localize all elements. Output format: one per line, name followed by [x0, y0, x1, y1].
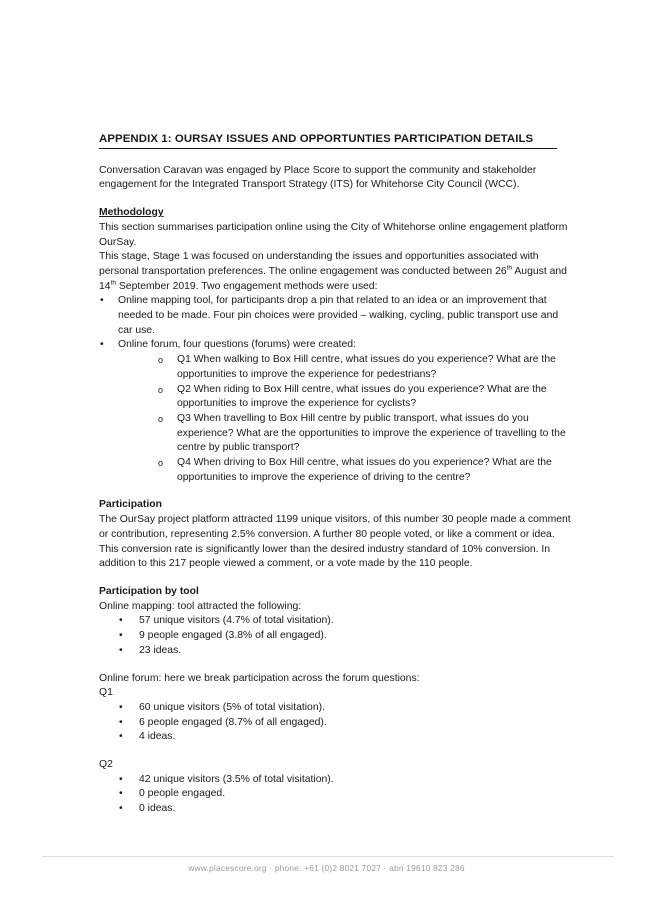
list-item: • 6 people engaged (8.7% of all engaged). — [119, 716, 575, 731]
intro-paragraph: Conversation Caravan was engaged by Place Score to support the community and stakeholder engagement for the Integrated Transport Strategy (ITS) for Whitehorse City Council (WCC). — [99, 164, 537, 191]
engagement-methods-list — [99, 294, 575, 485]
mapping-intro: Online mapping: tool attracted the following: — [99, 600, 302, 612]
list-item: • 60 unique visitors (5% of total visitation). — [119, 701, 575, 716]
list-item: o Q1 When walking to Box Hill centre, what issues do you experience? What are the opportunities to improve the experience for pedestrians? — [158, 353, 575, 382]
mapping-stats-list — [99, 614, 575, 658]
q2-label: Q2 — [99, 759, 113, 771]
q1-stats-list — [99, 701, 575, 745]
list-item: o Q2 When riding to Box Hill centre, what issues do you experience? What are the opportunities to improve the experience for cyclists? — [158, 383, 575, 412]
list-item: o Q3 When travelling to Box Hill centre by public transport, what issues do you experience? What are the opportunities to improve the experience of travelling to the centre by public transport? — [158, 412, 575, 456]
methodology-paragraph-1: This section summarises participation online using the City of Whitehorse online engagement platform OurSay. — [99, 221, 568, 248]
footer-divider — [42, 856, 614, 857]
forum-intro: Online forum: here we break participation across the forum questions: — [99, 672, 420, 684]
list-item: • 0 ideas. — [119, 802, 575, 817]
document-body — [99, 132, 575, 817]
list-item: • 57 unique visitors (4.7% of total visitation). — [119, 614, 575, 629]
list-item: • 9 people engaged (3.8% of all engaged). — [119, 629, 575, 644]
list-item: • Online mapping tool, for participants drop a pin that related to an idea or an improvement that needed to be made. Four pin choices were provided – walking, cycling, public transport use and car use. — [99, 294, 575, 338]
q1-label: Q1 — [99, 687, 113, 699]
methodology-paragraph-2: This stage, Stage 1 was focused on understanding the issues and opportunities associated with personal transportation preferences. The online engagement was conducted between 26th August and 14th September 2019. Two engagement methods were used: — [99, 251, 567, 292]
page-title: APPENDIX 1: OURSAY ISSUES AND OPPORTUNTIES PARTICIPATION DETAILS — [99, 132, 557, 149]
participation-paragraph: The OurSay project platform attracted 1199 unique visitors, of this number 30 people made a comment or contribution, representing 2.5% conversion. A further 80 people voted, or like a comment or idea. This conversion rate is significantly lower than the desired industry standard of 10% conversion. In addition to this 217 people viewed a comment, or a vote made by the 110 people. — [99, 514, 571, 570]
list-item: • 42 unique visitors (3.5% of total visitation). — [119, 773, 575, 788]
q2-stats-list — [99, 773, 575, 817]
list-item: • 4 ideas. — [119, 730, 575, 745]
list-item: • Online forum, four questions (forums) were created: o Q1 When walking to Box Hill centre, what issues do you experience? What are the opportunities to improve the experience for pedestrians? o Q2 When riding to Box Hill centre, what issues do you experience? What are the opportunities to improve the experience for cyclists? o Q3 When travelling to Box Hill centre by public transport, what issues do you experience? What are the opportunities to improve the experience of travelling to the centre by public transport? o Q4 When driving to Box Hill centre, what issues do you experience? What are the opportunities to improve the experience of driving to the centre? — [99, 338, 575, 485]
participation-heading: Participation — [99, 499, 162, 511]
list-item: o Q4 When driving to Box Hill centre, what issues do you experience? What are the opportunities to improve the experience of driving to the centre? — [158, 456, 575, 485]
page-footer: www.placescore.org · phone: +61 (0)2 8021 7027 · abn 19610 823 286 — [188, 863, 465, 873]
methodology-heading: Methodology — [99, 207, 164, 219]
forum-questions-list — [118, 353, 575, 485]
participation-by-tool-heading: Participation by tool — [99, 585, 199, 597]
list-item: • 23 ideas. — [119, 644, 575, 659]
list-item: • 0 people engaged. — [119, 787, 575, 802]
